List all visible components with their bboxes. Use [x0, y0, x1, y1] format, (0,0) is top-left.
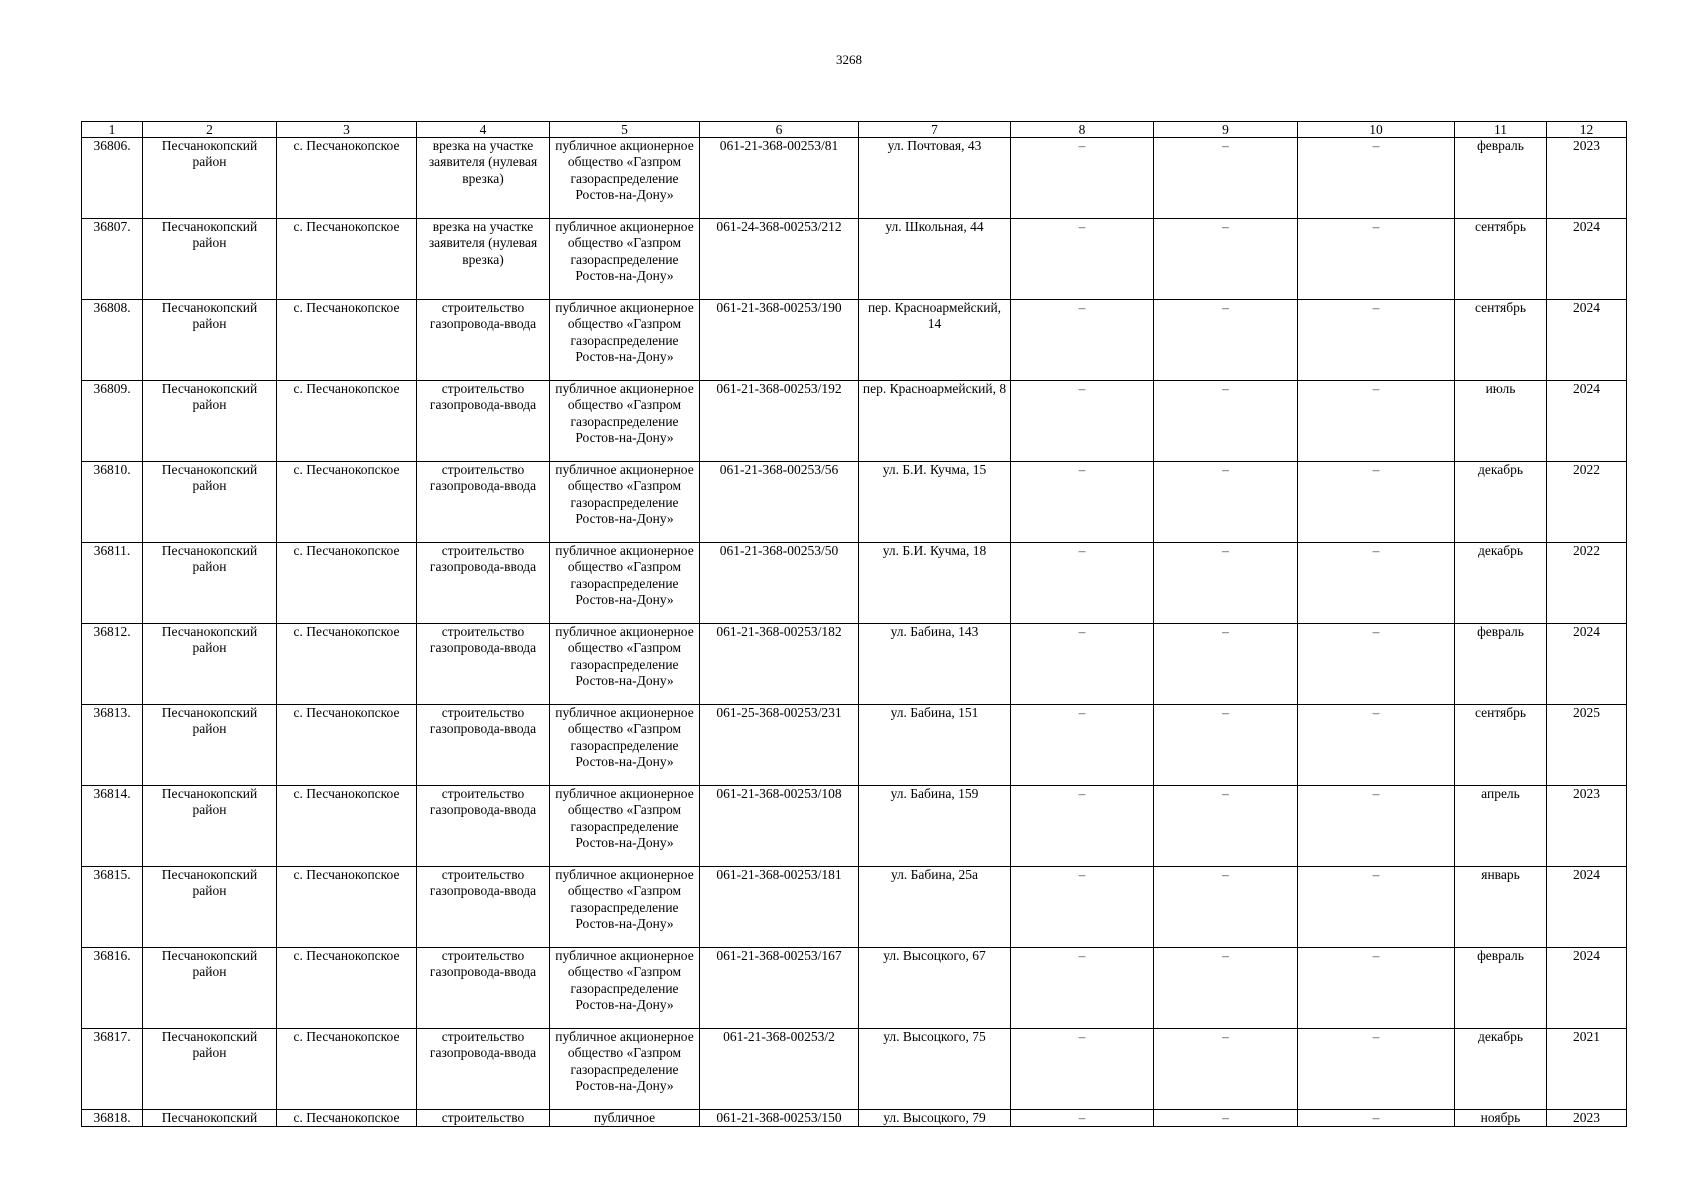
table-row: [82, 948, 1627, 1029]
work-type-cell: врезка на участке заявителя (нулевая врезка): [417, 138, 550, 219]
column-8-cell: –: [1011, 1029, 1154, 1110]
settlement-cell: с. Песчанокопское: [277, 705, 417, 786]
column-10-cell: –: [1298, 462, 1455, 543]
year-cell: 2023: [1547, 786, 1627, 867]
year-cell: 2024: [1547, 219, 1627, 300]
work-type-cell: строительство: [417, 1110, 550, 1127]
address-cell: ул. Школьная, 44: [859, 219, 1011, 300]
column-10-cell: –: [1298, 381, 1455, 462]
month-cell: апрель: [1455, 786, 1547, 867]
code-cell: 061-21-368-00253/56: [700, 462, 859, 543]
column-number: 6: [700, 122, 859, 138]
column-8-cell: –: [1011, 867, 1154, 948]
district-cell: Песчанокопский район: [143, 705, 277, 786]
row-number: 36807.: [82, 219, 143, 300]
year-cell: 2023: [1547, 138, 1627, 219]
column-number: 4: [417, 122, 550, 138]
table-row: [82, 786, 1627, 867]
column-9-cell: –: [1154, 786, 1298, 867]
column-10-cell: –: [1298, 543, 1455, 624]
row-number: 36810.: [82, 462, 143, 543]
year-cell: 2021: [1547, 1029, 1627, 1110]
district-cell: Песчанокопский район: [143, 1029, 277, 1110]
table-row: [82, 543, 1627, 624]
work-type-cell: строительство газопровода-ввода: [417, 381, 550, 462]
column-9-cell: –: [1154, 867, 1298, 948]
column-8-cell: –: [1011, 543, 1154, 624]
address-cell: ул. Бабина, 143: [859, 624, 1011, 705]
district-cell: Песчанокопский район: [143, 219, 277, 300]
column-number: 12: [1547, 122, 1627, 138]
month-cell: февраль: [1455, 948, 1547, 1029]
registry-table: [81, 121, 1627, 1127]
month-cell: декабрь: [1455, 462, 1547, 543]
column-9-cell: –: [1154, 300, 1298, 381]
district-cell: Песчанокопский район: [143, 543, 277, 624]
row-number: 36809.: [82, 381, 143, 462]
district-cell: Песчанокопский район: [143, 786, 277, 867]
address-cell: ул. Почтовая, 43: [859, 138, 1011, 219]
column-10-cell: –: [1298, 300, 1455, 381]
address-cell: пер. Красноармейский, 8: [859, 381, 1011, 462]
column-10-cell: –: [1298, 624, 1455, 705]
year-cell: 2022: [1547, 462, 1627, 543]
table-row: [82, 624, 1627, 705]
work-type-cell: строительство газопровода-ввода: [417, 786, 550, 867]
address-cell: ул. Б.И. Кучма, 18: [859, 543, 1011, 624]
settlement-cell: с. Песчанокопское: [277, 948, 417, 1029]
year-cell: 2025: [1547, 705, 1627, 786]
column-number: 9: [1154, 122, 1298, 138]
organization-cell: публичное: [550, 1110, 700, 1127]
address-cell: ул. Высоцкого, 67: [859, 948, 1011, 1029]
column-10-cell: –: [1298, 138, 1455, 219]
year-cell: 2024: [1547, 867, 1627, 948]
settlement-cell: с. Песчанокопское: [277, 381, 417, 462]
column-8-cell: –: [1011, 1110, 1154, 1127]
column-10-cell: –: [1298, 705, 1455, 786]
month-cell: декабрь: [1455, 543, 1547, 624]
district-cell: Песчанокопский район: [143, 867, 277, 948]
year-cell: 2023: [1547, 1110, 1627, 1127]
month-cell: декабрь: [1455, 1029, 1547, 1110]
column-10-cell: –: [1298, 786, 1455, 867]
column-8-cell: –: [1011, 381, 1154, 462]
year-cell: 2024: [1547, 381, 1627, 462]
code-cell: 061-21-368-00253/81: [700, 138, 859, 219]
settlement-cell: с. Песчанокопское: [277, 462, 417, 543]
column-9-cell: –: [1154, 381, 1298, 462]
organization-cell: публичное акционерное общество «Газпром газораспределение Ростов-на-Дону»: [550, 624, 700, 705]
code-cell: 061-21-368-00253/190: [700, 300, 859, 381]
column-8-cell: –: [1011, 219, 1154, 300]
column-number: 5: [550, 122, 700, 138]
month-cell: ноябрь: [1455, 1110, 1547, 1127]
code-cell: 061-21-368-00253/50: [700, 543, 859, 624]
column-8-cell: –: [1011, 138, 1154, 219]
address-cell: ул. Бабина, 151: [859, 705, 1011, 786]
month-cell: февраль: [1455, 624, 1547, 705]
column-10-cell: –: [1298, 1110, 1455, 1127]
row-number: 36817.: [82, 1029, 143, 1110]
column-number: 8: [1011, 122, 1154, 138]
settlement-cell: с. Песчанокопское: [277, 300, 417, 381]
table-row: [82, 867, 1627, 948]
year-cell: 2024: [1547, 948, 1627, 1029]
code-cell: 061-21-368-00253/108: [700, 786, 859, 867]
organization-cell: публичное акционерное общество «Газпром газораспределение Ростов-на-Дону»: [550, 867, 700, 948]
table-row: [82, 381, 1627, 462]
code-cell: 061-21-368-00253/150: [700, 1110, 859, 1127]
organization-cell: публичное акционерное общество «Газпром газораспределение Ростов-на-Дону»: [550, 543, 700, 624]
district-cell: Песчанокопский район: [143, 381, 277, 462]
column-9-cell: –: [1154, 543, 1298, 624]
code-cell: 061-21-368-00253/192: [700, 381, 859, 462]
organization-cell: публичное акционерное общество «Газпром газораспределение Ростов-на-Дону»: [550, 300, 700, 381]
organization-cell: публичное акционерное общество «Газпром газораспределение Ростов-на-Дону»: [550, 948, 700, 1029]
work-type-cell: строительство газопровода-ввода: [417, 867, 550, 948]
code-cell: 061-21-368-00253/167: [700, 948, 859, 1029]
address-cell: ул. Б.И. Кучма, 15: [859, 462, 1011, 543]
work-type-cell: строительство газопровода-ввода: [417, 948, 550, 1029]
code-cell: 061-21-368-00253/2: [700, 1029, 859, 1110]
column-8-cell: –: [1011, 300, 1154, 381]
organization-cell: публичное акционерное общество «Газпром газораспределение Ростов-на-Дону»: [550, 1029, 700, 1110]
month-cell: сентябрь: [1455, 300, 1547, 381]
column-8-cell: –: [1011, 948, 1154, 1029]
code-cell: 061-25-368-00253/231: [700, 705, 859, 786]
row-number: 36812.: [82, 624, 143, 705]
month-cell: февраль: [1455, 138, 1547, 219]
organization-cell: публичное акционерное общество «Газпром газораспределение Ростов-на-Дону»: [550, 462, 700, 543]
row-number: 36808.: [82, 300, 143, 381]
table-row: [82, 300, 1627, 381]
table-row: [82, 138, 1627, 219]
row-number: 36806.: [82, 138, 143, 219]
month-cell: сентябрь: [1455, 219, 1547, 300]
address-cell: ул. Бабина, 25а: [859, 867, 1011, 948]
row-number: 36811.: [82, 543, 143, 624]
row-number: 36814.: [82, 786, 143, 867]
organization-cell: публичное акционерное общество «Газпром газораспределение Ростов-на-Дону»: [550, 786, 700, 867]
work-type-cell: врезка на участке заявителя (нулевая врезка): [417, 219, 550, 300]
settlement-cell: с. Песчанокопское: [277, 219, 417, 300]
row-number: 36813.: [82, 705, 143, 786]
column-number-row: [82, 122, 1627, 138]
address-cell: пер. Красноармейский, 14: [859, 300, 1011, 381]
column-9-cell: –: [1154, 1029, 1298, 1110]
column-10-cell: –: [1298, 219, 1455, 300]
column-10-cell: –: [1298, 948, 1455, 1029]
column-8-cell: –: [1011, 786, 1154, 867]
year-cell: 2024: [1547, 300, 1627, 381]
column-8-cell: –: [1011, 462, 1154, 543]
table-row: [82, 705, 1627, 786]
column-10-cell: –: [1298, 1029, 1455, 1110]
column-8-cell: –: [1011, 624, 1154, 705]
column-8-cell: –: [1011, 705, 1154, 786]
year-cell: 2022: [1547, 543, 1627, 624]
organization-cell: публичное акционерное общество «Газпром газораспределение Ростов-на-Дону»: [550, 138, 700, 219]
work-type-cell: строительство газопровода-ввода: [417, 300, 550, 381]
address-cell: ул. Высоцкого, 79: [859, 1110, 1011, 1127]
column-10-cell: –: [1298, 867, 1455, 948]
work-type-cell: строительство газопровода-ввода: [417, 705, 550, 786]
month-cell: январь: [1455, 867, 1547, 948]
settlement-cell: с. Песчанокопское: [277, 624, 417, 705]
work-type-cell: строительство газопровода-ввода: [417, 462, 550, 543]
page-number: 3268: [836, 52, 862, 67]
column-number: 3: [277, 122, 417, 138]
code-cell: 061-21-368-00253/182: [700, 624, 859, 705]
month-cell: сентябрь: [1455, 705, 1547, 786]
column-9-cell: –: [1154, 705, 1298, 786]
table-row: [82, 1029, 1627, 1110]
settlement-cell: с. Песчанокопское: [277, 867, 417, 948]
column-9-cell: –: [1154, 219, 1298, 300]
settlement-cell: с. Песчанокопское: [277, 1110, 417, 1127]
column-number: 2: [143, 122, 277, 138]
work-type-cell: строительство газопровода-ввода: [417, 543, 550, 624]
column-number: 1: [82, 122, 143, 138]
table-row: [82, 219, 1627, 300]
address-cell: ул. Бабина, 159: [859, 786, 1011, 867]
table-row: [82, 462, 1627, 543]
settlement-cell: с. Песчанокопское: [277, 138, 417, 219]
work-type-cell: строительство газопровода-ввода: [417, 1029, 550, 1110]
year-cell: 2024: [1547, 624, 1627, 705]
district-cell: Песчанокопский район: [143, 300, 277, 381]
column-9-cell: –: [1154, 138, 1298, 219]
column-number: 7: [859, 122, 1011, 138]
organization-cell: публичное акционерное общество «Газпром газораспределение Ростов-на-Дону»: [550, 705, 700, 786]
district-cell: Песчанокопский район: [143, 138, 277, 219]
district-cell: Песчанокопский: [143, 1110, 277, 1127]
row-number: 36815.: [82, 867, 143, 948]
month-cell: июль: [1455, 381, 1547, 462]
column-9-cell: –: [1154, 948, 1298, 1029]
column-9-cell: –: [1154, 462, 1298, 543]
row-number: 36818.: [82, 1110, 143, 1127]
code-cell: 061-21-368-00253/181: [700, 867, 859, 948]
row-number: 36816.: [82, 948, 143, 1029]
column-9-cell: –: [1154, 624, 1298, 705]
organization-cell: публичное акционерное общество «Газпром газораспределение Ростов-на-Дону»: [550, 219, 700, 300]
work-type-cell: строительство газопровода-ввода: [417, 624, 550, 705]
settlement-cell: с. Песчанокопское: [277, 1029, 417, 1110]
district-cell: Песчанокопский район: [143, 624, 277, 705]
address-cell: ул. Высоцкого, 75: [859, 1029, 1011, 1110]
column-9-cell: –: [1154, 1110, 1298, 1127]
organization-cell: публичное акционерное общество «Газпром газораспределение Ростов-на-Дону»: [550, 381, 700, 462]
column-number: 11: [1455, 122, 1547, 138]
settlement-cell: с. Песчанокопское: [277, 543, 417, 624]
settlement-cell: с. Песчанокопское: [277, 786, 417, 867]
code-cell: 061-24-368-00253/212: [700, 219, 859, 300]
table-row: [82, 1110, 1627, 1127]
column-number: 10: [1298, 122, 1455, 138]
district-cell: Песчанокопский район: [143, 462, 277, 543]
district-cell: Песчанокопский район: [143, 948, 277, 1029]
